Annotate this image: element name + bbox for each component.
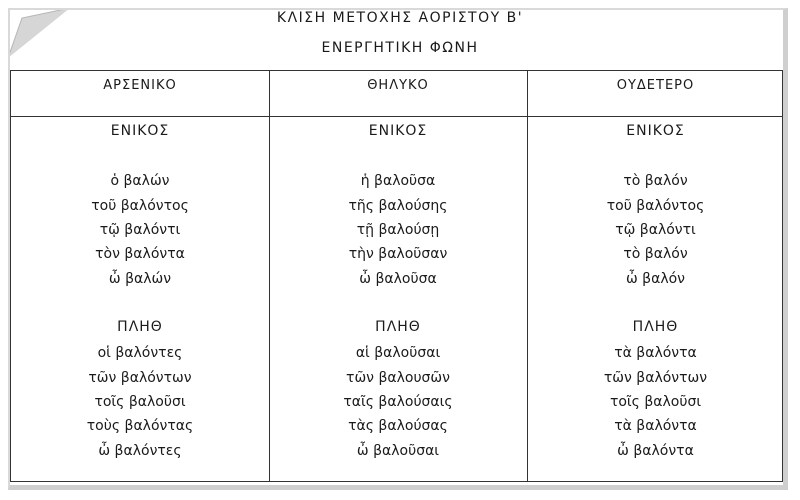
column-neuter — [527, 71, 784, 481]
form-cell: αἱ βαλοῦσαι — [355, 345, 441, 361]
form-cell: τοῦ βαλόντος — [91, 198, 189, 214]
form-cell: τῶν βαλόντων — [88, 370, 192, 386]
form-cell: τῶν βαλουσῶν — [346, 370, 450, 386]
singular-title: ΕΝΙΚΟΣ — [368, 123, 428, 139]
form-cell: ὦ βαλόντες — [98, 443, 182, 459]
form-cell: τῷ βαλόντι — [615, 222, 696, 238]
form-cell: ταῖς βαλούσαις — [343, 394, 453, 410]
form-cell: ὦ βαλών — [108, 271, 172, 287]
plural-title: ΠΛΗΘ — [117, 319, 163, 335]
plural-title: ΠΛΗΘ — [375, 319, 421, 335]
form-cell: τὸ βαλόν — [623, 246, 688, 262]
form-cell: ὦ βαλοῦσαι — [356, 443, 440, 459]
form-cell: τοῖς βαλοῦσι — [94, 394, 186, 410]
page-subtitle: ΕΝΕΡΓΗΤΙΚΗ ΦΩΝΗ — [321, 40, 479, 56]
form-cell: τῆς βαλούσης — [348, 198, 448, 214]
form-cell: τὰ βαλόντα — [614, 418, 697, 434]
form-cell: τοὺς βαλόντας — [86, 418, 194, 434]
column-header: ΘΗΛΥΚΟ — [367, 78, 429, 93]
form-cell: τῶν βαλόντων — [603, 370, 708, 386]
column-feminine — [269, 71, 527, 481]
form-cell: ἡ βαλοῦσα — [360, 173, 436, 189]
form-cell: ὦ βαλόν — [625, 271, 685, 287]
column-header: ΟΥΔΕΤΕΡΟ — [616, 78, 695, 93]
form-cell: τῇ βαλούσῃ — [356, 222, 440, 238]
form-cell: τὰ βαλόντα — [614, 345, 697, 361]
form-cell: τοῖς βαλοῦσι — [609, 394, 702, 410]
plural-title: ΠΛΗΘ — [632, 319, 679, 335]
form-cell: ὁ βαλών — [110, 173, 170, 189]
singular-title: ΕΝΙΚΟΣ — [110, 123, 170, 139]
column-masculine — [11, 71, 269, 481]
singular-title: ΕΝΙΚΟΣ — [626, 123, 685, 139]
column-header: ΑΡΣΕΝΙΚΟ — [103, 78, 177, 93]
form-cell: τὸν βαλόντα — [95, 246, 185, 262]
page-title: ΚΛΙΣΗ ΜΕΤΟΧΗΣ ΑΟΡΙΣΤΟΥ Β' — [276, 10, 524, 26]
form-cell: τὸ βαλόν — [623, 173, 688, 189]
form-cell: τὴν βαλοῦσαν — [348, 246, 448, 262]
form-cell: τοῦ βαλόντος — [606, 198, 705, 214]
declension-table — [10, 70, 783, 482]
form-cell: τὰς βαλούσας — [348, 418, 448, 434]
form-cell: τῷ βαλόντι — [99, 222, 181, 238]
form-cell: ὦ βαλόντα — [617, 443, 694, 459]
form-cell: ὦ βαλοῦσα — [359, 271, 437, 287]
form-cell: οἱ βαλόντες — [97, 345, 183, 361]
